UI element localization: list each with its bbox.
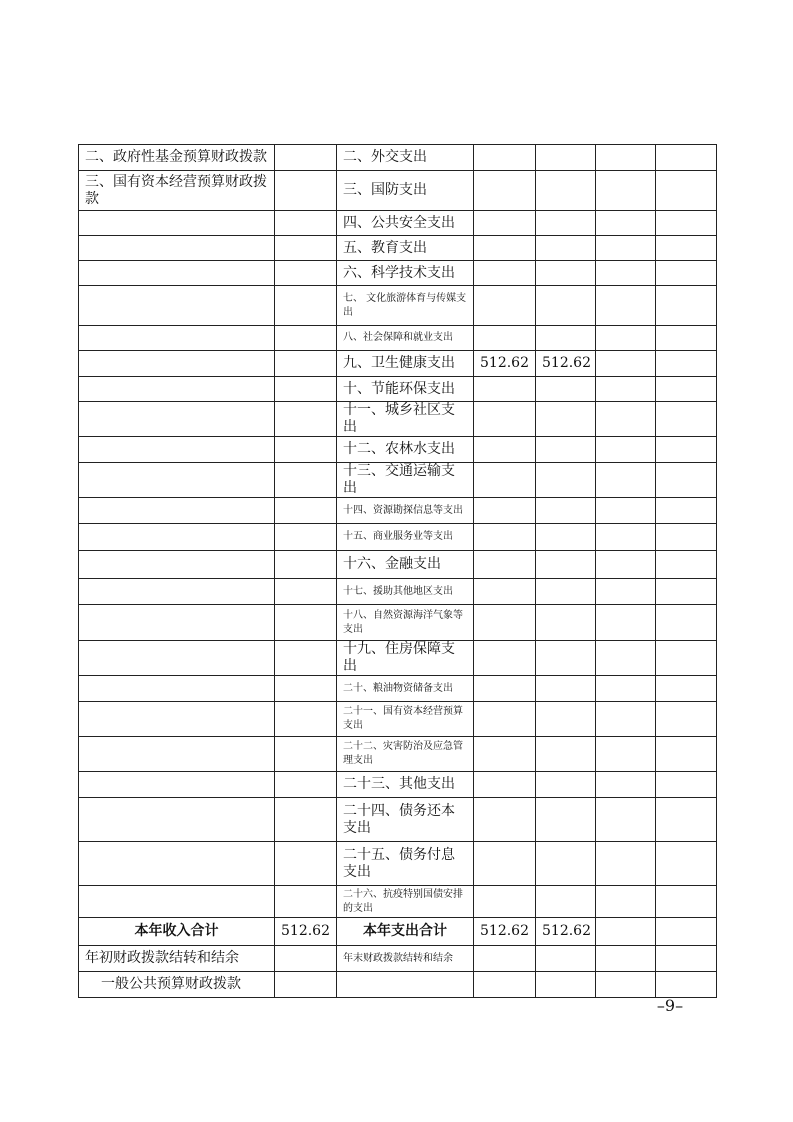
income-amount-cell xyxy=(275,211,337,236)
income-item-cell xyxy=(79,702,275,737)
table-row xyxy=(79,886,717,918)
expense-item-cell: 二十三、其他支出 xyxy=(337,772,474,798)
expense-basic-cell xyxy=(536,702,596,737)
income-amount-cell xyxy=(275,605,337,641)
expense-item-cell: 二十二、灾害防治及应急管理支出 xyxy=(337,737,474,772)
carryover-value-cell xyxy=(536,946,596,972)
expense-other-cell xyxy=(656,702,717,737)
expense-item-cell: 八、社会保障和就业支出 xyxy=(337,326,474,351)
income-amount-cell xyxy=(275,286,337,326)
table-row xyxy=(79,498,717,524)
table-body xyxy=(79,145,717,998)
expense-project-cell xyxy=(596,551,656,579)
expense-other-cell xyxy=(656,886,717,918)
expense-other-cell xyxy=(656,605,717,641)
income-amount-cell xyxy=(275,236,337,261)
expense-basic-cell xyxy=(536,437,596,463)
expense-item-cell: 六、科学技术支出 xyxy=(337,261,474,286)
expense-item-cell: 二十六、抗疫特别国债安排的支出 xyxy=(337,886,474,918)
expense-project-cell xyxy=(596,377,656,402)
expense-other-cell xyxy=(656,351,717,377)
table-row xyxy=(79,798,717,842)
income-amount-cell xyxy=(275,551,337,579)
expense-other-cell xyxy=(656,798,717,842)
expense-project-cell xyxy=(596,676,656,702)
expense-total-c4 xyxy=(656,918,717,946)
expense-total-cell xyxy=(474,377,536,402)
table-row xyxy=(79,326,717,351)
expense-basic-cell xyxy=(536,463,596,498)
expense-other-cell xyxy=(656,326,717,351)
expense-other-cell xyxy=(656,261,717,286)
table-row xyxy=(79,737,717,772)
table-row xyxy=(79,437,717,463)
expense-basic-cell xyxy=(536,402,596,437)
income-item-cell xyxy=(79,737,275,772)
income-amount-cell xyxy=(275,676,337,702)
expense-basic-cell xyxy=(536,171,596,211)
expense-item-cell: 二十五、债务付息支出 xyxy=(337,842,474,886)
table-row xyxy=(79,772,717,798)
table-row xyxy=(79,551,717,579)
expense-total-cell xyxy=(474,286,536,326)
income-item-cell xyxy=(79,211,275,236)
table-row xyxy=(79,579,717,605)
income-amount-cell xyxy=(275,579,337,605)
expense-total-cell xyxy=(474,498,536,524)
income-amount-cell xyxy=(275,261,337,286)
expense-item-cell: 十二、农林水支出 xyxy=(337,437,474,463)
expense-total-cell xyxy=(474,551,536,579)
table-row xyxy=(79,261,717,286)
income-total-amount: 512.62 xyxy=(275,918,337,946)
expense-basic-cell xyxy=(536,676,596,702)
table-row xyxy=(79,605,717,641)
expense-total-cell xyxy=(474,737,536,772)
table-row xyxy=(79,676,717,702)
expense-total-cell xyxy=(474,641,536,676)
expense-basic-cell xyxy=(536,236,596,261)
income-item-cell xyxy=(79,236,275,261)
expense-other-cell xyxy=(656,641,717,676)
expense-total-cell xyxy=(474,798,536,842)
expense-basic-cell xyxy=(536,145,596,171)
income-amount-cell xyxy=(275,463,337,498)
carryover-income-item: 一般公共预算财政拨款 xyxy=(79,972,275,998)
expense-item-cell: 十八、自然资源海洋气象等支出 xyxy=(337,605,474,641)
budget-table xyxy=(78,144,717,998)
expense-basic-cell xyxy=(536,326,596,351)
expense-project-cell xyxy=(596,145,656,171)
carryover-income-amount xyxy=(275,972,337,998)
income-amount-cell xyxy=(275,437,337,463)
income-item-cell xyxy=(79,402,275,437)
expense-item-cell: 九、卫生健康支出 xyxy=(337,351,474,377)
carryover-expense-item: 年末财政拨款结转和结余 xyxy=(337,946,474,972)
expense-total-c2: 512.62 xyxy=(536,918,596,946)
page-number: –9– xyxy=(656,996,684,1015)
expense-basic-cell xyxy=(536,579,596,605)
income-amount-cell xyxy=(275,524,337,551)
income-item-cell xyxy=(79,842,275,886)
expense-total-cell xyxy=(474,145,536,171)
expense-item-cell: 四、公共安全支出 xyxy=(337,211,474,236)
carryover-row xyxy=(79,946,717,972)
income-item-cell xyxy=(79,351,275,377)
expense-item-cell: 十四、资源勘探信息等支出 xyxy=(337,498,474,524)
expense-basic-cell xyxy=(536,641,596,676)
expense-other-cell xyxy=(656,236,717,261)
carryover-value-cell xyxy=(656,946,717,972)
expense-other-cell xyxy=(656,377,717,402)
expense-basic-cell xyxy=(536,551,596,579)
expense-item-cell: 二十一、国有资本经营预算支出 xyxy=(337,702,474,737)
expense-project-cell xyxy=(596,236,656,261)
income-amount-cell xyxy=(275,402,337,437)
carryover-income-item: 年初财政拨款结转和结余 xyxy=(79,946,275,972)
expense-project-cell xyxy=(596,326,656,351)
expense-other-cell xyxy=(656,842,717,886)
expense-item-cell: 五、教育支出 xyxy=(337,236,474,261)
expense-basic-cell xyxy=(536,886,596,918)
income-item-cell: 二、政府性基金预算财政拨款 xyxy=(79,145,275,171)
expense-item-cell: 二、外交支出 xyxy=(337,145,474,171)
expense-project-cell xyxy=(596,524,656,551)
expense-project-cell xyxy=(596,498,656,524)
income-amount-cell xyxy=(275,171,337,211)
expense-basic-cell: 512.62 xyxy=(536,351,596,377)
expense-other-cell xyxy=(656,737,717,772)
table-row xyxy=(79,351,717,377)
expense-project-cell xyxy=(596,641,656,676)
expense-project-cell xyxy=(596,402,656,437)
expense-project-cell xyxy=(596,286,656,326)
expense-item-cell: 十六、金融支出 xyxy=(337,551,474,579)
expense-project-cell xyxy=(596,798,656,842)
expense-total-cell xyxy=(474,236,536,261)
expense-other-cell xyxy=(656,402,717,437)
table-row xyxy=(79,286,717,326)
expense-total-c1: 512.62 xyxy=(474,918,536,946)
income-amount-cell xyxy=(275,498,337,524)
expense-total-cell xyxy=(474,605,536,641)
carryover-value-cell xyxy=(656,972,717,998)
expense-other-cell xyxy=(656,579,717,605)
table-row xyxy=(79,702,717,737)
expense-basic-cell xyxy=(536,798,596,842)
expense-basic-cell xyxy=(536,286,596,326)
income-amount-cell xyxy=(275,886,337,918)
table-row xyxy=(79,236,717,261)
expense-item-cell: 十、节能环保支出 xyxy=(337,377,474,402)
expense-total-cell xyxy=(474,842,536,886)
table-row xyxy=(79,402,717,437)
income-amount-cell xyxy=(275,702,337,737)
expense-basic-cell xyxy=(536,605,596,641)
expense-project-cell xyxy=(596,605,656,641)
expense-total-c3 xyxy=(596,918,656,946)
income-amount-cell xyxy=(275,842,337,886)
table-row xyxy=(79,377,717,402)
expense-basic-cell xyxy=(536,377,596,402)
expense-project-cell xyxy=(596,463,656,498)
expense-item-cell: 三、国防支出 xyxy=(337,171,474,211)
income-amount-cell xyxy=(275,772,337,798)
expense-other-cell xyxy=(656,551,717,579)
carryover-value-cell xyxy=(474,946,536,972)
income-amount-cell xyxy=(275,798,337,842)
table-row xyxy=(79,171,717,211)
expense-item-cell: 十九、住房保障支出 xyxy=(337,641,474,676)
carryover-income-amount xyxy=(275,946,337,972)
income-item-cell xyxy=(79,798,275,842)
expense-basic-cell xyxy=(536,211,596,236)
expense-other-cell xyxy=(656,676,717,702)
income-item-cell xyxy=(79,676,275,702)
income-item-cell xyxy=(79,524,275,551)
carryover-value-cell xyxy=(596,972,656,998)
expense-other-cell xyxy=(656,463,717,498)
table-row xyxy=(79,145,717,171)
expense-project-cell xyxy=(596,886,656,918)
expense-project-cell xyxy=(596,737,656,772)
expense-project-cell xyxy=(596,437,656,463)
carryover-value-cell xyxy=(474,972,536,998)
carryover-row xyxy=(79,972,717,998)
income-item-cell xyxy=(79,579,275,605)
expense-total-cell xyxy=(474,261,536,286)
expense-total-cell xyxy=(474,772,536,798)
expense-total-cell xyxy=(474,402,536,437)
income-item-cell xyxy=(79,772,275,798)
expense-other-cell xyxy=(656,171,717,211)
income-item-cell xyxy=(79,286,275,326)
table-row xyxy=(79,641,717,676)
expense-other-cell xyxy=(656,524,717,551)
income-item-cell xyxy=(79,261,275,286)
income-item-cell xyxy=(79,498,275,524)
expense-other-cell xyxy=(656,286,717,326)
income-amount-cell xyxy=(275,377,337,402)
carryover-value-cell xyxy=(596,946,656,972)
expense-total-cell xyxy=(474,326,536,351)
income-item-cell xyxy=(79,605,275,641)
expense-basic-cell xyxy=(536,842,596,886)
expense-item-cell: 十三、交通运输支出 xyxy=(337,463,474,498)
expense-project-cell xyxy=(596,772,656,798)
expense-item-cell: 七、 文化旅游体育与传媒支出 xyxy=(337,286,474,326)
expense-project-cell xyxy=(596,211,656,236)
income-item-cell: 三、国有资本经营预算财政拨款 xyxy=(79,171,275,211)
expense-total-cell xyxy=(474,171,536,211)
expense-total-cell xyxy=(474,524,536,551)
table-row xyxy=(79,463,717,498)
expense-project-cell xyxy=(596,171,656,211)
expense-total-cell xyxy=(474,886,536,918)
table-row xyxy=(79,524,717,551)
expense-total-cell xyxy=(474,676,536,702)
expense-basic-cell xyxy=(536,772,596,798)
expense-basic-cell xyxy=(536,524,596,551)
income-amount-cell xyxy=(275,737,337,772)
expense-total-label: 本年支出合计 xyxy=(337,918,474,946)
expense-basic-cell xyxy=(536,261,596,286)
income-amount-cell xyxy=(275,351,337,377)
table-row xyxy=(79,211,717,236)
expense-total-cell xyxy=(474,579,536,605)
expense-total-cell xyxy=(474,702,536,737)
carryover-expense-item xyxy=(337,972,474,998)
expense-total-cell xyxy=(474,463,536,498)
expense-project-cell xyxy=(596,261,656,286)
expense-other-cell xyxy=(656,211,717,236)
expense-item-cell: 二十四、债务还本支出 xyxy=(337,798,474,842)
income-item-cell xyxy=(79,377,275,402)
expense-item-cell: 十五、商业服务业等支出 xyxy=(337,524,474,551)
income-item-cell xyxy=(79,551,275,579)
expense-other-cell xyxy=(656,145,717,171)
income-item-cell xyxy=(79,326,275,351)
expense-other-cell xyxy=(656,437,717,463)
expense-project-cell xyxy=(596,351,656,377)
expense-project-cell xyxy=(596,579,656,605)
table-row xyxy=(79,842,717,886)
income-item-cell xyxy=(79,437,275,463)
expense-total-cell xyxy=(474,437,536,463)
expense-item-cell: 十七、援助其他地区支出 xyxy=(337,579,474,605)
income-amount-cell xyxy=(275,641,337,676)
income-item-cell xyxy=(79,886,275,918)
income-amount-cell xyxy=(275,145,337,171)
carryover-value-cell xyxy=(536,972,596,998)
expense-total-cell xyxy=(474,211,536,236)
expense-other-cell xyxy=(656,772,717,798)
totals-row xyxy=(79,918,717,946)
income-item-cell xyxy=(79,463,275,498)
expense-basic-cell xyxy=(536,498,596,524)
expense-item-cell: 十一、城乡社区支出 xyxy=(337,402,474,437)
expense-item-cell: 二十、粮油物资储备支出 xyxy=(337,676,474,702)
income-total-label: 本年收入合计 xyxy=(79,918,275,946)
expense-project-cell xyxy=(596,842,656,886)
expense-other-cell xyxy=(656,498,717,524)
income-amount-cell xyxy=(275,326,337,351)
income-item-cell xyxy=(79,641,275,676)
expense-basic-cell xyxy=(536,737,596,772)
expense-total-cell: 512.62 xyxy=(474,351,536,377)
expense-project-cell xyxy=(596,702,656,737)
